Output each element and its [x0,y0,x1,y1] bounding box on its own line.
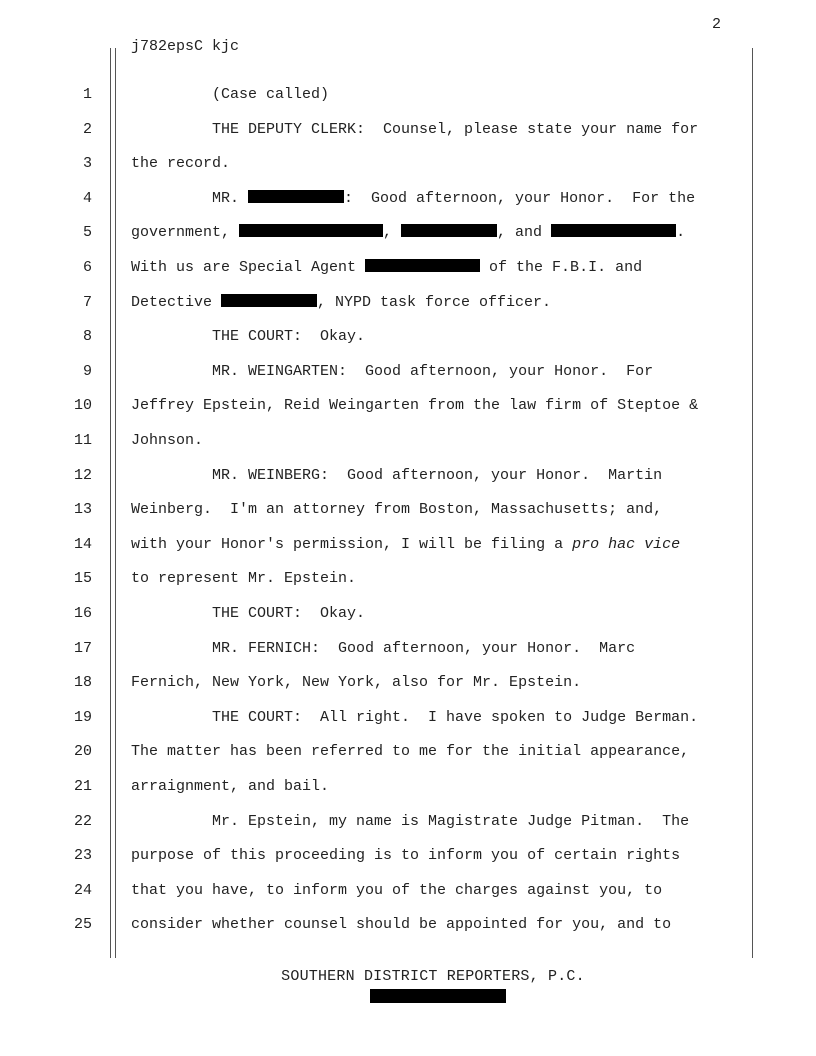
line-text: : Good afternoon, your Honor. For the [344,190,696,207]
redaction-bar [401,224,497,237]
transcript-line [131,121,698,138]
right-margin-rule [752,48,753,958]
redaction-bar [239,224,383,237]
transcript-line [131,363,653,380]
line-text: MR. WEINBERG: Good afternoon, your Honor. Martin [131,467,663,484]
transcript-line [131,467,662,484]
transcript-line [131,190,695,207]
line-number: 8 [82,328,92,345]
line-number: 18 [73,674,92,691]
line-text: THE COURT: Okay. [131,328,366,345]
line-number: 17 [73,640,92,657]
line-text: Fernich, New York, New York, also for Mr. Epstein. [131,674,582,691]
line-number: 10 [73,397,92,414]
line-number: 15 [73,570,92,587]
redaction-bar [221,294,317,307]
line-text: Weinberg. I'm an attorney from Boston, Massachusetts; and, [131,501,663,518]
transcript-line [131,536,680,553]
line-number: 1 [82,86,92,103]
line-number: 9 [82,363,92,380]
line-text: THE DEPUTY CLERK: Counsel, please state your name for [131,121,699,138]
transcript-line [131,570,356,587]
line-number: 24 [73,882,92,899]
page-number: 2 [712,16,722,33]
line-text: Mr. Epstein, my name is Magistrate Judge Pitman. The [131,813,690,830]
line-text: (Case called) [131,86,330,103]
transcript-line [131,86,329,103]
transcript-line [131,743,689,760]
line-text: the record. [131,155,231,172]
line-text: , and [497,224,552,241]
line-text: government, [131,224,240,241]
line-text: with your Honor's permission, I will be filing a [131,536,573,553]
transcript-line [131,674,581,691]
line-text: MR. WEINGARTEN: Good afternoon, your Honor. For [131,363,654,380]
line-text: MR. [131,190,249,207]
line-number: 16 [73,605,92,622]
line-text: to represent Mr. Epstein. [131,570,357,587]
left-margin-rule-inner [115,48,116,958]
transcript-line [131,778,329,795]
line-text: that you have, to inform you of the charges against you, to [131,882,663,899]
line-number: 7 [82,294,92,311]
line-text: MR. FERNICH: Good afternoon, your Honor. Marc [131,640,636,657]
redaction-bar [365,259,480,272]
line-number: 11 [73,432,92,449]
line-number: 3 [82,155,92,172]
transcript-line [131,605,365,622]
transcript-line [131,916,671,933]
footer-reporter: SOUTHERN DISTRICT REPORTERS, P.C. [281,968,585,985]
line-number: 25 [73,916,92,933]
transcript-line [131,294,551,311]
italic-text: pro hac vice [572,536,681,553]
line-number: 14 [73,536,92,553]
line-number: 20 [73,743,92,760]
line-text: arraignment, and bail. [131,778,330,795]
transcript-line [131,501,662,518]
transcript-line [131,155,230,172]
transcript-line [131,432,203,449]
line-number: 5 [82,224,92,241]
transcript-line [131,397,698,414]
line-text: With us are Special Agent [131,259,366,276]
line-text: Johnson. [131,432,204,449]
line-text: THE COURT: All right. I have spoken to Judge Berman. [131,709,699,726]
line-number: 23 [73,847,92,864]
line-text: THE COURT: Okay. [131,605,366,622]
line-number: 2 [82,121,92,138]
transcript-line [131,709,698,726]
transcript-line [131,328,365,345]
line-number: 13 [73,501,92,518]
transcript-line [131,259,642,276]
line-number: 12 [73,467,92,484]
footer-redaction-bar [370,989,506,1003]
header-code: j782epsC kjc [131,38,240,55]
transcript-line [131,224,685,241]
line-text: The matter has been referred to me for the initial appearance, [131,743,690,760]
line-text: consider whether counsel should be appointed for you, and to [131,916,672,933]
line-text: Detective [131,294,222,311]
line-text: , NYPD task force officer. [317,294,552,311]
line-text: . [676,224,686,241]
left-margin-rule-outer [110,48,111,958]
line-text: purpose of this proceeding is to inform you of certain rights [131,847,681,864]
line-number: 21 [73,778,92,795]
transcript-line [131,882,662,899]
line-number: 4 [82,190,92,207]
transcript-line [131,813,689,830]
line-number: 19 [73,709,92,726]
line-text: of the F.B.I. and [480,259,643,276]
transcript-line [131,640,635,657]
line-text: , [383,224,402,241]
transcript-line [131,847,680,864]
line-number: 6 [82,259,92,276]
redaction-bar [248,190,344,203]
redaction-bar [551,224,676,237]
line-text: Jeffrey Epstein, Reid Weingarten from the law firm of Steptoe & [131,397,699,414]
line-number: 22 [73,813,92,830]
